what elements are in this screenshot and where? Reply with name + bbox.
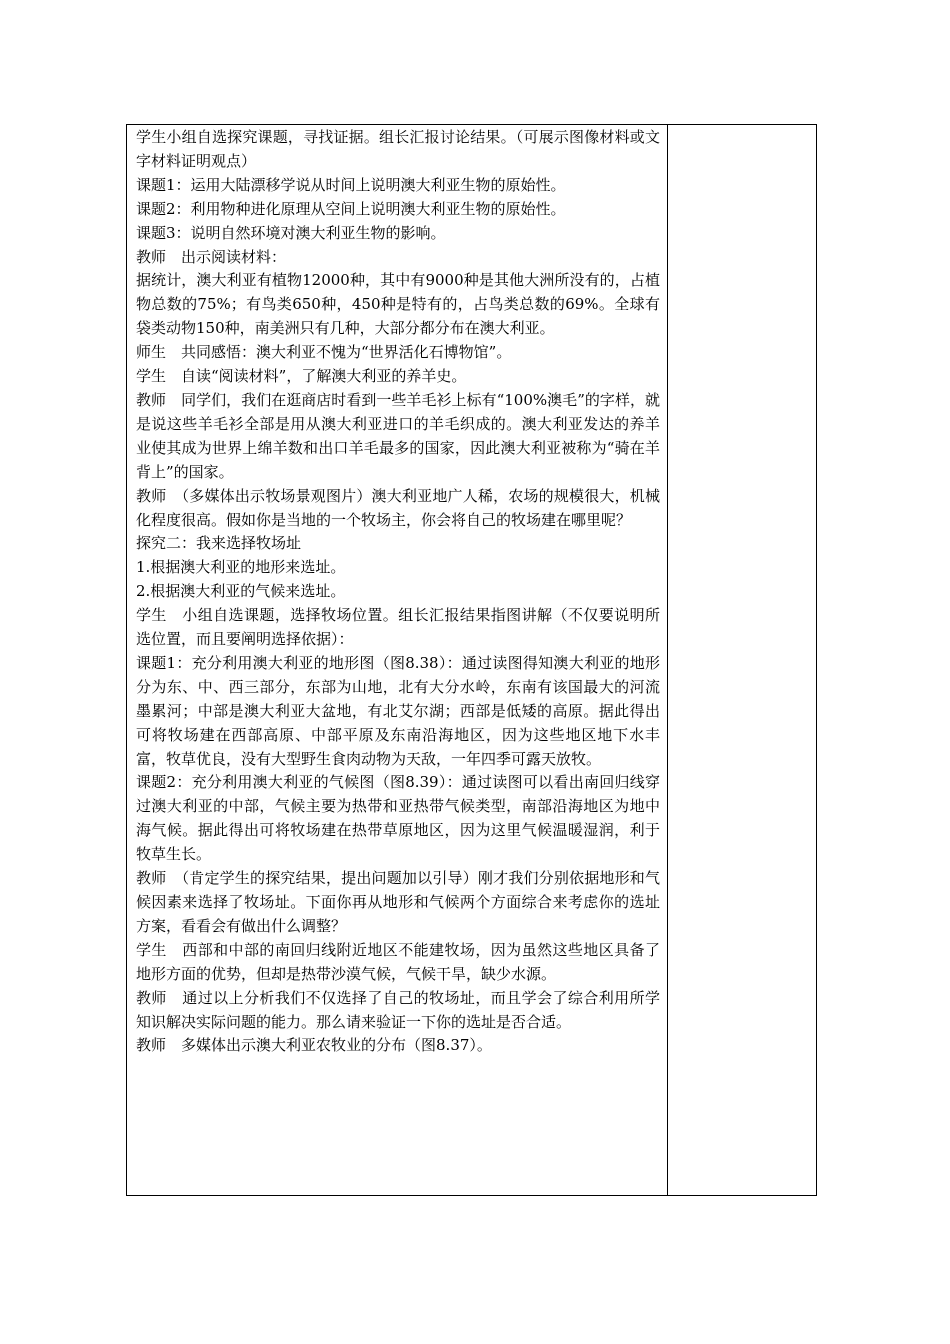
- paragraph-teacher-material: 教师 出示阅读材料：: [136, 247, 287, 266]
- paragraph-teacher-multimedia: 教师 多媒体出示澳大利亚农牧业的分布（图8.37）。: [136, 1036, 492, 1055]
- paragraph-inquiry-two: 探究二：我来选择牧场址: [136, 534, 302, 553]
- side-cell: [668, 125, 817, 1196]
- lesson-content: [127, 125, 667, 1058]
- paragraph-task-intro: 学生小组自选探究课题，寻找证据。组长汇报讨论结果。（可展示图像材料或文字材料证明观点）: [136, 128, 660, 170]
- paragraph-climate-analysis: 课题2：充分利用澳大利亚的气候图（图8.39）：通过读图可以看出南回归线穿过澳大利亚的中部，气候主要为热带和亚热带气候类型，南部沿海地区为地中海气候。据此得出可将牧场建在热带草原地区，因为这里气候温暖湿润，利于牧草生长。: [136, 773, 660, 864]
- paragraph-terrain-analysis: 课题1：充分利用澳大利亚的地形图（图8.38）：通过读图得知澳大利亚的地形分为东、中、西三部分，东部为山地，北有大分水岭，东南有该国最大的河流墨累河；中部是澳大利亚大盆地，有北艾尔湖；西部是低矮的高原。据此得出可将牧场建在西部高原、中部平原及东南沿海地区，因为这些地区地下水丰富，牧草优良，没有大型野生食肉动物为天敌，一年四季可露天放牧。: [136, 653, 660, 768]
- paragraph-climate-option: 2.根据澳大利亚的气候来选址。: [136, 582, 346, 601]
- paragraph-teacher-guidance: 教师 （肯定学生的探究结果，提出问题加以引导）刚才我们分别依据地形和气候因素来选择了牧场址。下面你再从地形和气候两个方面综合来考虑你的选址方案，看看会有做出什么调整？: [136, 869, 660, 935]
- paragraph-student-conclusion: 学生 西部和中部的南回归线附近地区不能建牧场，因为虽然这些地区具备了地形方面的优势，但却是热带沙漠气候，气候干旱，缺少水源。: [136, 940, 660, 983]
- paragraph-topic-2: 课题2：利用物种进化原理从空间上说明澳大利亚生物的原始性。: [136, 199, 566, 218]
- paragraph-statistics: 据统计，澳大利亚有植物12000种，其中有9000种是其他大洲所没有的，占植物总数的75%；有鸟类650种，450种是特有的，占鸟类总数的69%。全球有袋类动物150种，南美洲只有几种，大部分都分布在澳大利亚。: [136, 271, 660, 338]
- lesson-table: [126, 124, 817, 1196]
- paragraph-ranch-question: 教师 （多媒体出示牧场景观图片）澳大利亚地广人稀，农场的规模很大，机械化程度很高。假如你是当地的一个牧场主，你会将自己的牧场建在哪里呢？: [136, 486, 660, 529]
- paragraph-student-reading: 学生 自读“阅读材料”，了解澳大利亚的养羊史。: [136, 367, 467, 386]
- paragraph-shared-insight: 师生 共同感悟：澳大利亚不愧为“世界活化石博物馆”。: [136, 343, 512, 362]
- paragraph-topic-3: 课题3：说明自然环境对澳大利亚生物的影响。: [136, 223, 446, 242]
- paragraph-student-choice: 学生 小组自选课题，选择牧场位置。组长汇报结果指图讲解（不仅要说明所选位置，而且要阐明选择依据）：: [136, 606, 660, 649]
- table-row: [127, 125, 817, 1196]
- paragraph-wool: 教师 同学们，我们在逛商店时看到一些羊毛衫上标有“100%澳毛”的字样，就是说这些羊毛衫全部是用从澳大利亚进口的羊毛织成的。澳大利亚发达的养羊业使其成为世界上绵羊数和出口羊毛最多的国家，因此澳大利亚被称为“骑在羊背上”的国家。: [136, 390, 660, 481]
- paragraph-teacher-summary: 教师 通过以上分析我们不仅选择了自己的牧场址，而且学会了综合利用所学知识解决实际问题的能力。那么请来验证一下你的选址是否合适。: [136, 988, 660, 1031]
- main-cell: [127, 125, 668, 1196]
- paragraph-topic-1: 课题1：运用大陆漂移学说从时间上说明澳大利亚生物的原始性。: [136, 175, 566, 194]
- paragraph-terrain-option: 1.根据澳大利亚的地形来选址。: [136, 558, 346, 577]
